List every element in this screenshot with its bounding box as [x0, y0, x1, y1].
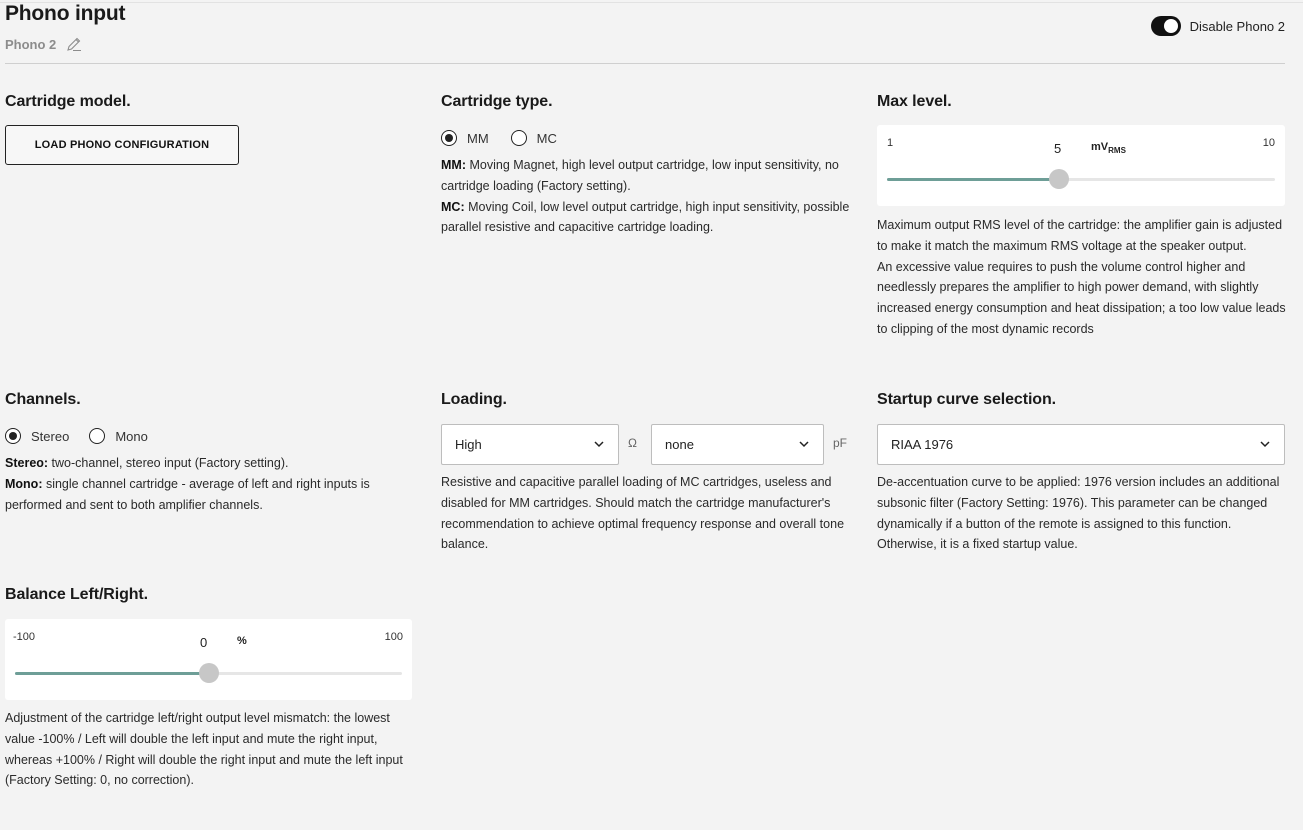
capacitive-loading-value: none: [665, 437, 694, 452]
radio-mm[interactable]: [441, 130, 457, 146]
radio-mc[interactable]: [511, 130, 527, 146]
loading-description: Resistive and capacitive parallel loading of MC cartridges, useless and disabled for MM cartridges. Should match the cartridge manufacturer's recommendation to achieve optimal frequency response and overall tone balance.: [441, 475, 845, 552]
toggle-knob: [1164, 19, 1178, 33]
radio-mono-label: Mono: [115, 428, 148, 444]
channels-description: [5, 453, 415, 515]
balance-max: 100: [384, 631, 403, 643]
max-level-title: Max level.: [877, 93, 952, 110]
max-level-description: [877, 215, 1292, 340]
disable-phono-toggle-group: [1151, 16, 1285, 36]
balance-slider-track[interactable]: [15, 672, 402, 675]
top-border: [0, 2, 1303, 3]
loading-section: [441, 391, 507, 409]
balance-section: [5, 586, 148, 604]
radio-stereo[interactable]: [5, 428, 21, 444]
channels-title: Channels.: [5, 391, 81, 408]
max-level-unit: $mV_{RMS}$: [1091, 141, 1126, 156]
max-level-desc-1: Maximum output RMS level of the cartridge: the amplifier gain is adjusted to make it match the maximum RMS voltage at the speaker output.: [877, 218, 1283, 253]
channels-radio-group: [5, 428, 415, 444]
cartridge-type-radio-group: [441, 130, 851, 146]
startup-curve-title: Startup curve selection.: [877, 391, 1056, 408]
header-divider: [5, 63, 1285, 64]
cartridge-model-section: [5, 93, 131, 111]
startup-curve-section: [877, 391, 1056, 409]
balance-description: Adjustment of the cartridge left/right output level mismatch: the lowest value -100% / Left will double the left input and mute the right input, whereas +100% / Right will double the right input and mute the left input (Factory Setting: 0, no correction).: [5, 711, 403, 788]
balance-min: -100: [13, 631, 36, 643]
balance-slider-thumb[interactable]: [199, 663, 219, 683]
max-level-slider-card: [877, 125, 1285, 206]
chevron-down-icon: [1260, 439, 1270, 449]
channels-section: [5, 391, 415, 515]
page-title: Phono input: [5, 2, 126, 25]
radio-mm-label: MM: [467, 130, 489, 146]
chevron-down-icon: [799, 439, 809, 449]
cartridge-type-description: [441, 155, 851, 238]
resistive-unit-label: Ω: [628, 436, 637, 450]
mc-description: MC: Moving Coil, low level output cartridge, high input sensitivity, possible parallel resistive and capacitive cartridge loading.: [441, 199, 850, 235]
balance-slider-fill: [15, 672, 209, 675]
startup-curve-value: RIAA 1976: [891, 437, 954, 452]
cartridge-model-title: Cartridge model.: [5, 93, 131, 110]
disable-phono-label: Disable Phono 2: [1189, 18, 1285, 34]
startup-curve-select[interactable]: [877, 424, 1285, 465]
max-level-slider-thumb[interactable]: [1049, 169, 1069, 189]
stereo-description: Stereo: two-channel, stereo input (Factory setting).: [5, 456, 289, 470]
max-level-min: 1: [887, 137, 894, 149]
max-level-value: 5: [1054, 141, 1062, 156]
startup-curve-description: De-accentuation curve to be applied: 1976 version includes an additional subsonic filter (Factory Setting: 1976). This parameter can be changed dynamically if a button of the remote is assigned to this function. Otherwise, it is a fixed startup value.: [877, 475, 1280, 552]
radio-stereo-label: Stereo: [31, 428, 70, 444]
balance-slider-card: [5, 619, 412, 700]
cartridge-type-title: Cartridge type.: [441, 93, 553, 110]
mono-description: Mono: single channel cartridge - average of left and right inputs is performed and sent to both amplifier channels.: [5, 476, 370, 512]
radio-mc-label: MC: [536, 130, 557, 146]
resistive-loading-value: High: [455, 437, 482, 452]
radio-mono[interactable]: [89, 428, 105, 444]
input-name: [5, 36, 82, 52]
pencil-icon[interactable]: [66, 36, 82, 52]
cartridge-type-section: [441, 93, 851, 238]
balance-title: Balance Left/Right.: [5, 586, 149, 603]
max-level-desc-2: An excessive value requires to push the volume control higher and needlessly prepares the amplifier to high power demand, with slightly increased energy consumption and heat dissipation; a too low value leads to clipping of the most dynamic records: [877, 259, 1286, 336]
resistive-loading-select[interactable]: [441, 424, 619, 465]
input-name-label: Phono 2: [5, 36, 57, 52]
capacitive-unit-label: pF: [833, 436, 848, 450]
loading-title: Loading.: [441, 391, 507, 408]
max-level-slider-track[interactable]: [887, 178, 1275, 181]
load-phono-configuration-button[interactable]: LOAD PHONO CONFIGURATION: [5, 125, 239, 165]
max-level-section: [877, 93, 1287, 111]
balance-unit: %: [237, 635, 247, 647]
max-level-max: 10: [1262, 137, 1275, 149]
max-level-slider-fill: [887, 178, 1059, 181]
mm-description: MM: Moving Magnet, high level output cartridge, low input sensitivity, no cartridge loading (Factory setting).: [441, 158, 839, 193]
capacitive-loading-select[interactable]: [651, 424, 824, 465]
disable-phono-toggle[interactable]: [1151, 16, 1181, 36]
chevron-down-icon: [594, 439, 604, 449]
balance-value: 0: [200, 635, 208, 650]
